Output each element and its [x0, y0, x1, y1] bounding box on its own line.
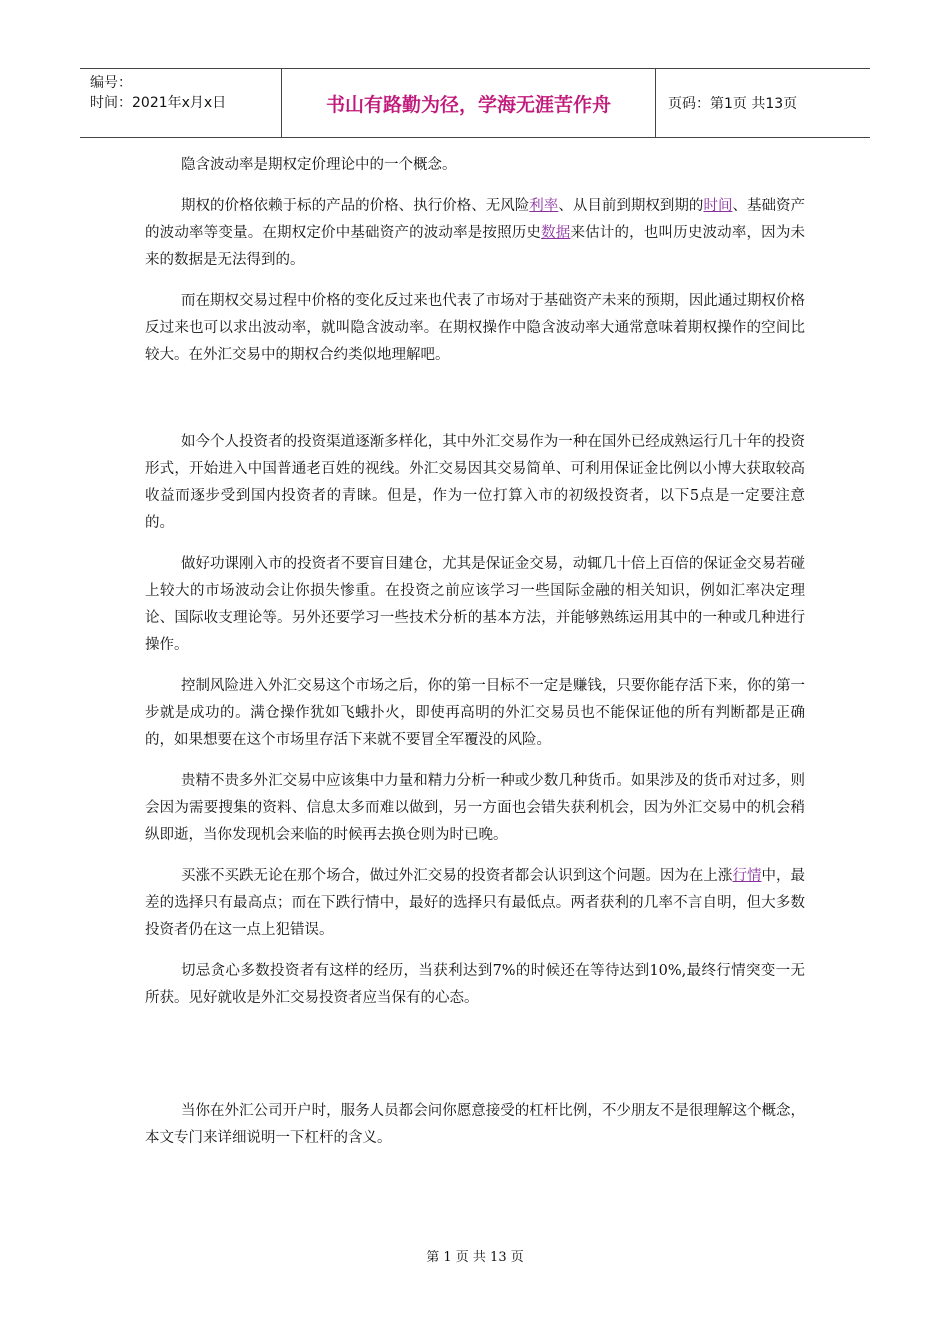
paragraph-1: 隐含波动率是期权定价理论中的一个概念。 [181, 157, 457, 173]
paragraph-7: 贵精不贵多外汇交易中应该集中力量和精力分析一种或少数几种货币。如果涉及的货币对过多，则会因为需要搜集的资料、信息太多而难以做到，另一方面也会错失获利机会，因为外汇交易中的机会稍纵即逝，当你发现机会来临的时候再去换仓则为时已晚。 [145, 773, 805, 843]
paragraph-10: 当你在外汇公司开户时，服务人员都会问你愿意接受的杠杆比例，不少朋友不是很理解这个概念，本文专门来详细说明一下杠杆的含义。 [145, 1103, 805, 1146]
paragraph-3: 而在期权交易过程中价格的变化反过来也代表了市场对于基础资产未来的预期，因此通过期权价格反过来也可以求出波动率，就叫隐含波动率。在期权操作中隐含波动率大通常意味着期权操作的空间比较大。在外汇交易中的期权合约类似地理解吧。 [145, 293, 805, 363]
header-time: 时间：2021年x月x日 [90, 95, 227, 111]
link-market[interactable]: 行情 [732, 868, 762, 884]
paragraph-6: 控制风险进入外汇交易这个市场之后，你的第一目标不一定是赚钱，只要你能存活下来，你的第一步就是成功的。满仓操作犹如飞蛾扑火，即使再高明的外汇交易员也不能保证他的所有判断都是正确的，如果想要在这个市场里存活下来就不要冒全军覆没的风险。 [145, 678, 805, 748]
document-body [145, 152, 805, 1152]
link-time[interactable]: 时间 [703, 198, 733, 214]
link-interest-rate[interactable]: 利率 [529, 198, 559, 214]
paragraph-9: 切忌贪心多数投资者有这样的经历，当获利达到7%的时候还在等待达到10%,最终行情突变一无所获。见好就收是外汇交易投资者应当保有的心态。 [145, 963, 805, 1006]
paragraph-2-text-d: 来估计的，也叫历史波动率，因为未来的数据是无法得到的。 [145, 225, 806, 268]
paragraph-2-text-a: 期权的价格依赖于标的产品的价格、执行价格、无风险 [181, 198, 530, 214]
paragraph-2-text-b: 、从目前到期权到期的 [558, 198, 704, 214]
paragraph-8 [145, 863, 805, 944]
header-meta [80, 69, 282, 137]
paragraph-2-text-c: 、基础资产的波动率等变量。在期权定价中基础资产的波动率是按照历史 [145, 198, 806, 241]
paragraph-2 [145, 193, 805, 274]
paragraph-8-text-a: 买涨不买跌无论在那个场合，做过外汇交易的投资者都会认识到这个问题。因为在上涨 [181, 868, 733, 884]
paragraph-5: 做好功课刚入市的投资者不要盲目建仓，尤其是保证金交易，动辄几十倍上百倍的保证金交易若碰上较大的市场波动会让你损失惨重。在投资之前应该学习一些国际金融的相关知识，例如汇率决定理论、国际收支理论等。另外还要学习一些技术分析的基本方法，并能够熟练运用其中的一种或几种进行操作。 [145, 556, 805, 653]
header-page-info: 页码：第1页 共13页 [668, 96, 798, 112]
page-footer: 第 1 页 共 13 页 [426, 1250, 524, 1265]
paragraph-8-text-b: 中，最差的选择只有最高点；而在下跌行情中，最好的选择只有最低点。两者获利的几率不言自明，但大多数投资者仍在这一点上犯错误。 [145, 868, 806, 938]
paragraph-4: 如今个人投资者的投资渠道逐渐多样化，其中外汇交易作为一种在国外已经成熟运行几十年的投资形式，开始进入中国普通老百姓的视线。外汇交易因其交易简单、可利用保证金比例以小博大获取较高收益而逐步受到国内投资者的青睐。但是，作为一位打算入市的初级投资者，以下5点是一定要注意的。 [145, 434, 805, 531]
header-number: 编号： [90, 75, 132, 91]
link-data[interactable]: 数据 [541, 225, 571, 241]
page-header [80, 68, 870, 138]
header-motto: 书山有路勤为径，学海无涯苦作舟 [282, 69, 656, 137]
